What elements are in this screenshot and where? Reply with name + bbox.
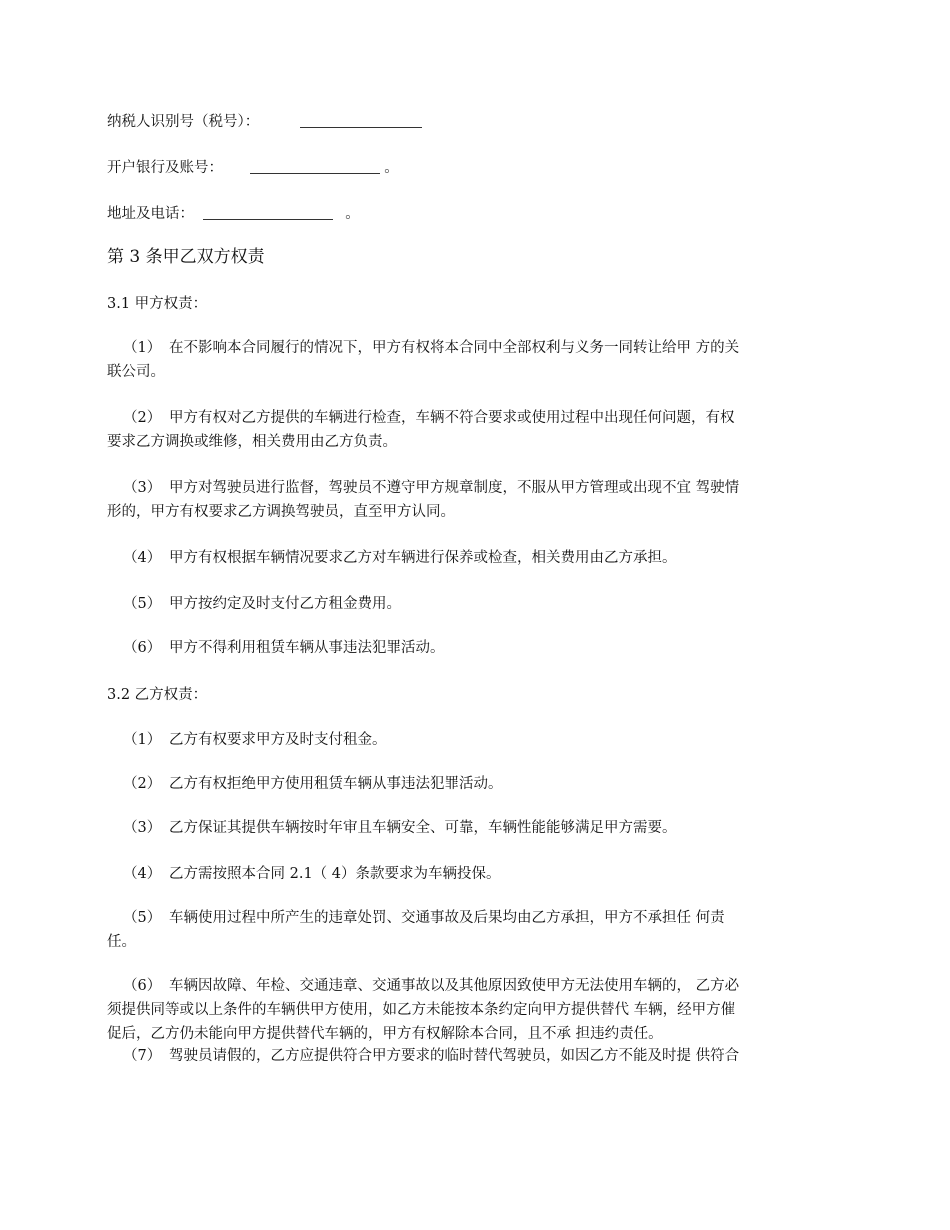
item-text: 乙方有权要求甲方及时支付租金。: [169, 732, 387, 748]
item-text: 须提供同等或以上条件的车辆供甲方使用，如乙方未能按本条约定向甲方提供替代 车辆，经甲方催: [107, 1002, 736, 1018]
item-text: 驾驶员请假的，乙方应提供符合甲方要求的临时替代驾驶员，如因乙方不能及时提 供符合: [169, 1048, 740, 1064]
item-text: 乙方需按照本合同 2.1（ 4）条款要求为车辆投保。: [169, 866, 501, 882]
item-number: （2）: [123, 776, 162, 792]
address-phone-suffix: 。: [345, 206, 360, 222]
item-text: 促后，乙方仍未能向甲方提供替代车辆的，甲方有权解除本合同，且不承 担违约责任。: [107, 1026, 663, 1042]
item-number: （4）: [123, 550, 162, 566]
bank-account-blank: [250, 172, 380, 174]
item-text: 甲方对驾驶员进行监督，驾驶员不遵守甲方规章制度，不服从甲方管理或出现不宜 驾驶情: [169, 480, 740, 496]
section-b-item-5: [107, 906, 822, 954]
article-title: 第 3 条甲乙双方权责: [107, 247, 265, 267]
section-b-item-6: [107, 974, 822, 1046]
section-b-item-1: [107, 728, 822, 752]
address-phone-label: 地址及电话：: [107, 206, 194, 222]
section-b-item-7: [107, 1044, 822, 1068]
section-a-item-4: [107, 546, 822, 570]
section-b-item-4-line-1: [107, 862, 822, 886]
bank-account-field: [107, 156, 399, 177]
section-b-item-5-line-2: [107, 930, 822, 954]
item-text: 形的，甲方有权要求乙方调换驾驶员，直至甲方认同。: [107, 504, 455, 520]
item-text: 甲方按约定及时支付乙方租金费用。: [169, 596, 401, 612]
tax-id-field: [107, 110, 422, 131]
section-b-item-4: [107, 862, 822, 886]
section-a-item-3-line-1: [107, 476, 822, 500]
section-b-item-7-line-1: [107, 1044, 822, 1068]
item-text: 甲方有权对乙方提供的车辆进行检查，车辆不符合要求或使用过程中出现任何问题，有权: [169, 410, 735, 426]
section-a-item-3: [107, 476, 822, 524]
section-a-item-4-line-1: [107, 546, 822, 570]
item-number: （1）: [123, 732, 162, 748]
section-b-title: 3.2 乙方权责：: [107, 687, 208, 703]
section-b-item-2-line-1: [107, 772, 822, 796]
address-phone-field: [107, 202, 360, 223]
tax-id-blank: [300, 126, 422, 128]
item-text: 在不影响本合同履行的情况下，甲方有权将本合同中全部权利与义务一同转让给甲 方的关: [169, 340, 740, 356]
section-b-item-3-line-1: [107, 816, 822, 840]
item-text: 乙方有权拒绝甲方使用租赁车辆从事违法犯罪活动。: [169, 776, 503, 792]
section-a-item-2: [107, 406, 822, 454]
section-b-item-3: [107, 816, 822, 840]
section-a-item-1-line-2: [107, 360, 822, 384]
section-b-item-2: [107, 772, 822, 796]
section-b-item-6-line-1: [107, 974, 822, 998]
item-number: （6）: [123, 978, 162, 994]
section-a-title: 3.1 甲方权责：: [107, 296, 208, 312]
section-a-item-5: [107, 592, 822, 616]
bank-account-suffix: 。: [384, 160, 399, 176]
item-text: 任。: [107, 934, 136, 950]
item-text: 车辆使用过程中所产生的违章处罚、交通事故及后果均由乙方承担，甲方不承担任 何责: [169, 910, 725, 926]
item-number: （6）: [123, 640, 162, 656]
item-number: （5）: [123, 596, 162, 612]
section-b-item-6-line-3: [107, 1022, 822, 1046]
item-text: 要求乙方调换或维修，相关费用由乙方负责。: [107, 434, 397, 450]
section-a-item-1-line-1: [107, 336, 822, 360]
item-number: （5）: [123, 910, 162, 926]
bank-account-label: 开户银行及账号：: [107, 160, 223, 176]
item-text: 车辆因故障、年检、交通违章、交通事故以及其他原因致使甲方无法使用车辆的， 乙方必: [169, 978, 740, 994]
section-a-item-1: [107, 336, 822, 384]
item-number: （4）: [123, 866, 162, 882]
item-number: （2）: [123, 410, 162, 426]
section-a-item-2-line-1: [107, 406, 822, 430]
section-b-item-5-line-1: [107, 906, 822, 930]
item-number: （3）: [123, 480, 162, 496]
section-a-item-5-line-1: [107, 592, 822, 616]
item-number: （1）: [123, 340, 162, 356]
section-a-item-6: [107, 636, 822, 660]
section-a-item-2-line-2: [107, 430, 822, 454]
section-a-item-3-line-2: [107, 500, 822, 524]
tax-id-label: 纳税人识别号（税号）：: [107, 114, 260, 130]
address-phone-blank: [203, 218, 333, 220]
item-number: （7）: [123, 1048, 162, 1064]
section-a-item-6-line-1: [107, 636, 822, 660]
item-text: 甲方有权根据车辆情况要求乙方对车辆进行保养或检查，相关费用由乙方承担。: [169, 550, 677, 566]
section-b-item-6-line-2: [107, 998, 822, 1022]
item-text: 联公司。: [107, 364, 165, 380]
section-b-item-1-line-1: [107, 728, 822, 752]
item-number: （3）: [123, 820, 162, 836]
item-text: 甲方不得利用租赁车辆从事违法犯罪活动。: [169, 640, 445, 656]
item-text: 乙方保证其提供车辆按时年审且车辆安全、可靠，车辆性能能够满足甲方需要。: [169, 820, 677, 836]
